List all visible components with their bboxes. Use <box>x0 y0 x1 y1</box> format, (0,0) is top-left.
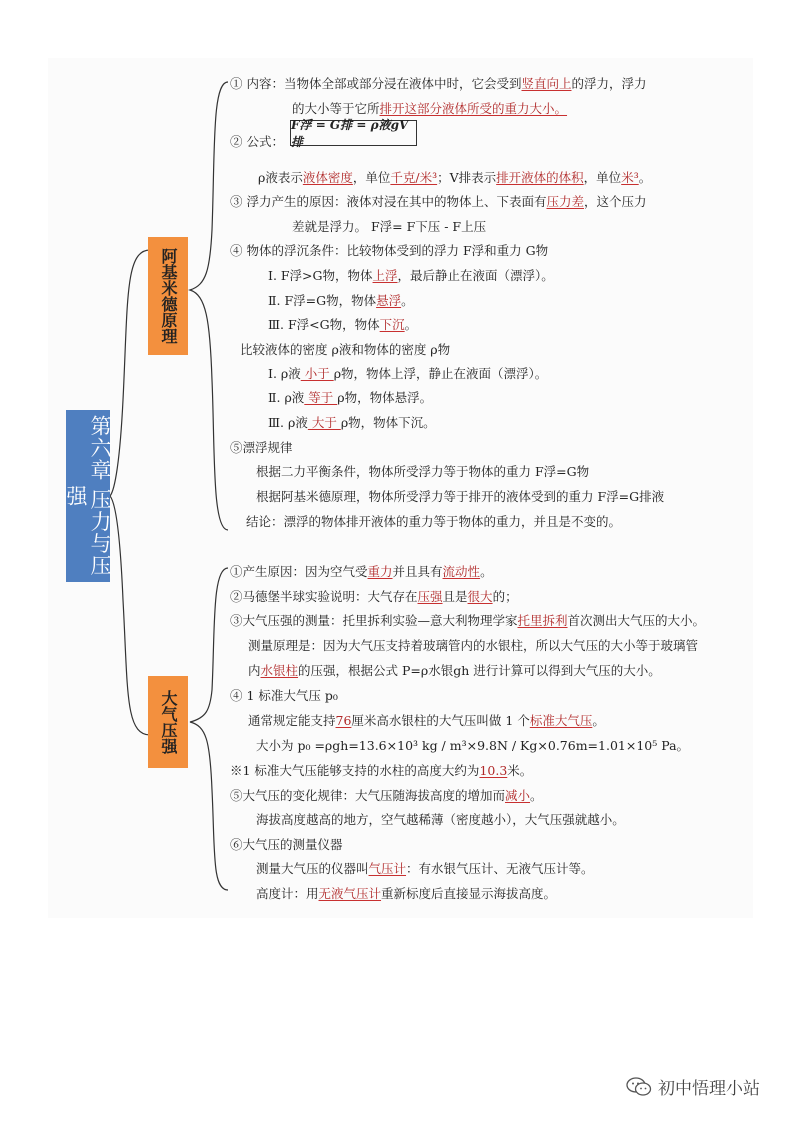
s1-line-13 <box>268 390 432 406</box>
text: 内 <box>248 663 261 678</box>
text: ① 内容：当物体全部或部分浸在液体中时，它会受到 <box>230 76 522 91</box>
text: ③大气压强的测量：托里拆利实验—意大利物理学家 <box>230 613 518 628</box>
text: ：有水银气压计、无液气压计等。 <box>406 861 594 876</box>
answer: 减小 <box>505 788 531 803</box>
text: ※1 标准大气压能够支持的水柱的高度大约为 <box>230 763 480 778</box>
text: 。 <box>404 317 418 332</box>
text: Ⅱ. ρ液 <box>268 390 305 405</box>
answer: 无液气压计 <box>318 886 382 901</box>
brace-main <box>110 250 150 735</box>
s2-line-10 <box>230 788 543 804</box>
text: ②马德堡半球实验说明：大气存在 <box>230 589 418 604</box>
answer: 千克/米³ <box>390 170 438 185</box>
answer: 悬浮 <box>376 293 402 308</box>
answer: 上浮 <box>372 268 398 283</box>
text: ，单位 <box>352 170 391 185</box>
text: 重新标度后直接显示海拔高度。 <box>381 886 557 901</box>
text: 且是 <box>442 589 468 604</box>
text: ρ物，物体上浮，静止在液面（漂浮）。 <box>333 366 548 381</box>
answer: 液体密度 <box>302 170 353 185</box>
answer: 气压计 <box>368 861 407 876</box>
buoyancy-formula-box: F浮 = G排 = ρ液gV排 <box>290 120 417 146</box>
s2-line-6: ④ 1 标准大气压 p₀ <box>230 688 338 703</box>
section-archimedes-title: 阿基米德原理 <box>148 237 188 355</box>
s2-line-8: 大小为 p₀ =ρgh=13.6×10³ kg / m³×9.8N / Kg×0.76m=1.01×10⁵ Pa。 <box>256 738 690 753</box>
brace-section1 <box>190 82 228 530</box>
s1-line-15: ⑤漂浮规律 <box>230 440 293 455</box>
text: 高度计：用 <box>256 886 319 901</box>
text: 。 <box>480 564 493 579</box>
answer: 排开液体的体积 <box>496 170 584 185</box>
brace-section2 <box>190 568 228 890</box>
text: ，最后静止在液面（漂浮）。 <box>397 268 554 283</box>
s1-line-18: 结论：漂浮的物体排开液体的重力等于物体的重力，并且是不变的。 <box>246 514 622 529</box>
answer: 竖直向上 <box>521 76 572 91</box>
text: 的； <box>492 589 518 604</box>
text: Ⅱ. F浮=G物，物体 <box>268 293 377 308</box>
text: 首次测出大气压的大小。 <box>567 613 706 628</box>
text: 通常规定能支持 <box>248 713 336 728</box>
s1-line-10 <box>268 317 417 333</box>
answer: 压力差 <box>546 194 584 209</box>
text: 。 <box>530 788 543 803</box>
text: ⑤大气压的变化规律：大气压随海拔高度的增加而 <box>230 788 506 803</box>
text: 并且具有 <box>392 564 443 579</box>
s1-line-5 <box>230 194 647 210</box>
answer: 10.3 <box>479 763 508 778</box>
s2-line-3 <box>230 613 705 629</box>
text: Ⅲ. ρ液 <box>268 415 308 430</box>
watermark <box>626 1074 760 1099</box>
text: 厘米高水银柱的大气压叫做 1 个 <box>351 713 530 728</box>
answer: 排开这部分液体所受的重力大小。 <box>379 101 568 116</box>
answer: 水银柱 <box>260 663 299 678</box>
answer: 流动性 <box>442 564 481 579</box>
text: 米。 <box>507 763 533 778</box>
answer: 小于 <box>300 366 334 381</box>
text: ρ物，物体下沉。 <box>340 415 436 430</box>
text: Ⅰ. F浮>G物，物体 <box>268 268 373 283</box>
s1-line-16: 根据二力平衡条件，物体所受浮力等于物体的重力 F浮=G物 <box>256 464 590 479</box>
answer: 重力 <box>367 564 393 579</box>
s2-line-4: 测量原理是：因为大气压支持着玻璃管内的水银柱，所以大气压的大小等于玻璃管 <box>248 638 699 653</box>
text: Ⅲ. F浮<G物，物体 <box>268 317 380 332</box>
s2-line-13 <box>256 861 594 877</box>
s1-line-12 <box>268 366 547 382</box>
s2-line-12: ⑥大气压的测量仪器 <box>230 837 343 852</box>
text: ρ液表示 <box>258 170 303 185</box>
s1-line-8 <box>268 268 554 284</box>
answer: 很大 <box>467 589 493 604</box>
text: ；V排表示 <box>437 170 497 185</box>
text: 。 <box>638 170 652 185</box>
s1-line-1 <box>230 76 647 92</box>
answer: 标准大气压 <box>529 713 593 728</box>
text: ①产生原因：因为空气受 <box>230 564 368 579</box>
wechat-icon <box>626 1077 652 1097</box>
s1-line-2 <box>292 101 567 117</box>
text: 。 <box>401 293 414 308</box>
text: Ⅰ. ρ液 <box>268 366 301 381</box>
text: 的大小等于它所 <box>292 101 380 116</box>
text: 的压强，根据公式 P=ρ水银gh 进行计算可以得到大气压的大小。 <box>298 663 661 678</box>
s2-line-2 <box>230 589 518 605</box>
s2-line-1 <box>230 564 493 580</box>
text: 测量大气压的仪器叫 <box>256 861 369 876</box>
watermark-text: 初中悟理小站 <box>658 1079 760 1099</box>
s2-line-7 <box>248 713 605 729</box>
text: 。 <box>592 713 605 728</box>
s2-line-9 <box>230 763 532 779</box>
s2-line-5 <box>248 663 661 679</box>
s1-line-14 <box>268 415 436 431</box>
chapter-title: 第六章 压力与压强 <box>66 410 110 582</box>
s1-line-3: ② 公式： <box>230 134 284 149</box>
answer: 76 <box>335 713 352 728</box>
answer: 大于 <box>307 415 341 430</box>
answer: 下沉 <box>379 317 405 332</box>
s1-line-4 <box>258 170 651 186</box>
s1-line-7: ④ 物体的浮沉条件：比较物体受到的浮力 F浮和重力 G物 <box>230 243 549 258</box>
answer: 米³ <box>621 170 639 185</box>
s2-line-11: 海拔高度越高的地方，空气越稀薄（密度越小），大气压强就越小。 <box>256 812 625 827</box>
s1-line-6: 差就是浮力。 F浮= F下压 - F上压 <box>292 219 487 234</box>
s2-line-14 <box>256 886 556 902</box>
answer: 托里拆利 <box>517 613 568 628</box>
text: ρ物，物体悬浮。 <box>337 390 433 405</box>
section-atmospheric-title: 大气压强 <box>148 676 188 768</box>
s1-line-9 <box>268 293 414 309</box>
text: 的浮力，浮力 <box>571 76 647 91</box>
text: ，单位 <box>583 170 622 185</box>
text: ，这个压力 <box>584 194 647 209</box>
s1-line-11: 比较液体的密度 ρ液和物体的密度 ρ物 <box>240 342 451 357</box>
s1-line-17: 根据阿基米德原理，物体所受浮力等于排开的液体受到的重力 F浮=G排液 <box>256 489 665 504</box>
answer: 等于 <box>304 390 338 405</box>
text: ③ 浮力产生的原因：液体对浸在其中的物体上、下表面有 <box>230 194 547 209</box>
answer: 压强 <box>417 589 443 604</box>
